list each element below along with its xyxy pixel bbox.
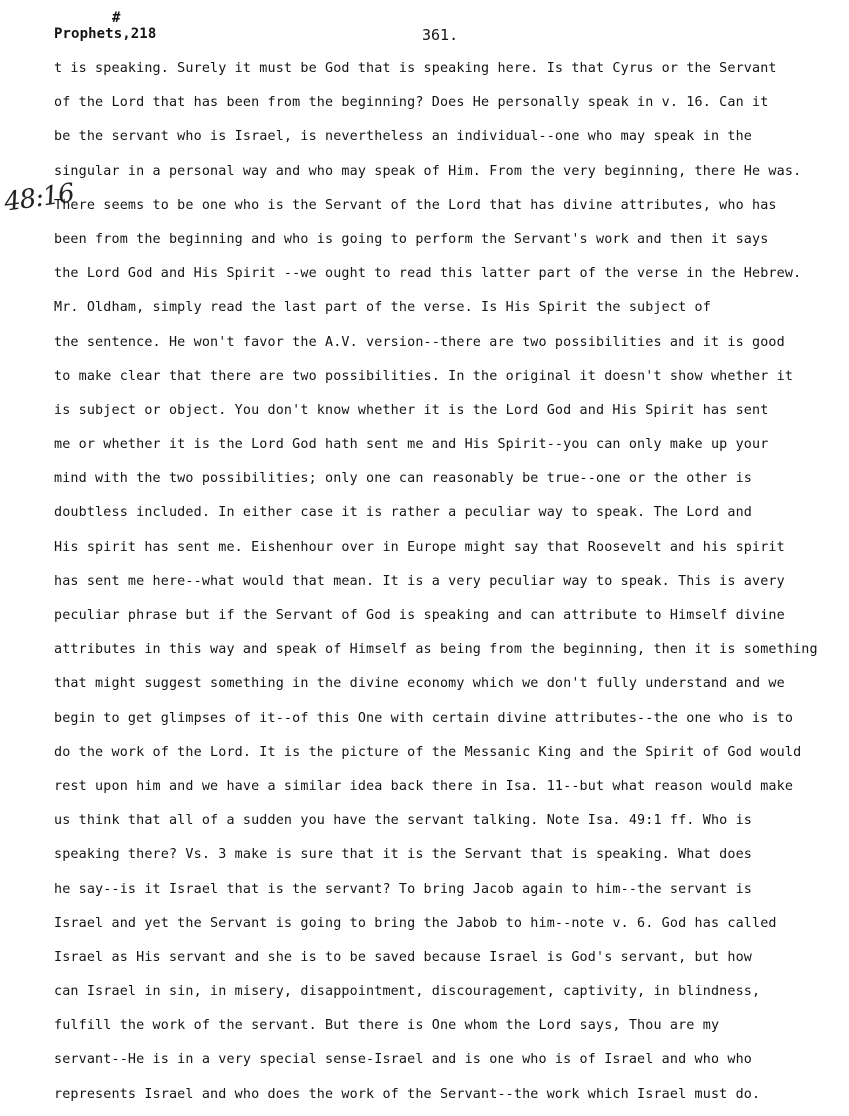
text-line: attributes in this way and speak of Himself as being from the beginning, then it is something [54, 642, 818, 658]
text-line: There seems to be one who is the Servant of the Lord that has divine attributes, who has [54, 197, 777, 213]
text-line: has sent me here--what would that mean. It is a very peculiar way to speak. This is avery [54, 573, 785, 589]
text-line: be the servant who is Israel, is nevertheless an individual--one who may speak in the [54, 129, 753, 145]
body-text [54, 56, 844, 1116]
text-line: rest upon him and we have a similar idea back there in Isa. 11--but what reason would make [54, 778, 794, 794]
text-line: mind with the two possibilities; only one can reasonably be true--one or the other is [54, 471, 753, 487]
text-line: Israel and yet the Servant is going to bring the Jabob to him--note v. 6. God has called [54, 915, 777, 931]
text-line: begin to get glimpses of it--of this One with certain divine attributes--the one who is to [54, 710, 794, 726]
text-line: he say--is it Israel that is the servant? To bring Jacob again to him--the servant is [54, 881, 753, 897]
text-line: to make clear that there are two possibilities. In the original it doesn't show whether it [54, 368, 794, 384]
text-line: represents Israel and who does the work of the Servant--the work which Israel must do. [54, 1086, 761, 1102]
text-line: Israel as His servant and she is to be saved because Israel is God's servant, but how [54, 949, 753, 965]
text-line: of the Lord that has been from the beginning? Does He personally speak in v. 16. Can it [54, 95, 769, 111]
page-header [54, 10, 819, 50]
text-line: been from the beginning and who is going to perform the Servant's work and then it says [54, 231, 769, 247]
text-line: us think that all of a sudden you have the servant talking. Note Isa. 49:1 ff. Who is [54, 813, 753, 829]
header-section-label: Prophets,218 [54, 26, 157, 42]
text-line: me or whether it is the Lord God hath sent me and His Spirit--you can only make up your [54, 437, 769, 453]
text-line: do the work of the Lord. It is the picture of the Messanic King and the Spirit of God would [54, 744, 802, 760]
text-line: singular in a personal way and who may speak of Him. From the very beginning, there He was. [54, 163, 802, 179]
text-line: speaking there? Vs. 3 make is sure that it is the Servant that is speaking. What does [54, 847, 753, 863]
handwritten-margin-note: 48:16 [2, 178, 76, 218]
text-line: t is speaking. Surely it must be God that is speaking here. Is that Cyrus or the Servant [54, 61, 777, 76]
text-line: the Lord God and His Spirit --we ought to read this latter part of the verse in the Hebrew. [54, 266, 802, 282]
text-line: servant--He is in a very special sense-Israel and is one who is of Israel and who who [54, 1052, 753, 1068]
page-number: 361. [422, 26, 459, 44]
text-line: is subject or object. You don't know whether it is the Lord God and His Spirit has sent [54, 402, 769, 418]
text-line: peculiar phrase but if the Servant of God is speaking and can attribute to Himself divine [54, 608, 785, 623]
text-line: can Israel in sin, in misery, disappointment, discouragement, captivity, in blindness, [54, 984, 761, 1000]
text-line: doubtless included. In either case it is rather a peculiar way to speak. The Lord and [54, 505, 753, 521]
text-line: His spirit has sent me. Eishenhour over in Europe might say that Roosevelt and his spirit [54, 539, 785, 555]
text-line: Mr. Oldham, simply read the last part of the verse. Is His Spirit the subject of [54, 300, 711, 316]
text-line: fulfill the work of the servant. But there is One whom the Lord says, Thou are my [54, 1018, 720, 1034]
text-line: the sentence. He won't favor the A.V. version--there are two possibilities and it is good [54, 334, 785, 350]
text-line: that might suggest something in the divine economy which we don't fully understand and we [54, 676, 785, 692]
header-hash-mark: # [112, 10, 121, 26]
